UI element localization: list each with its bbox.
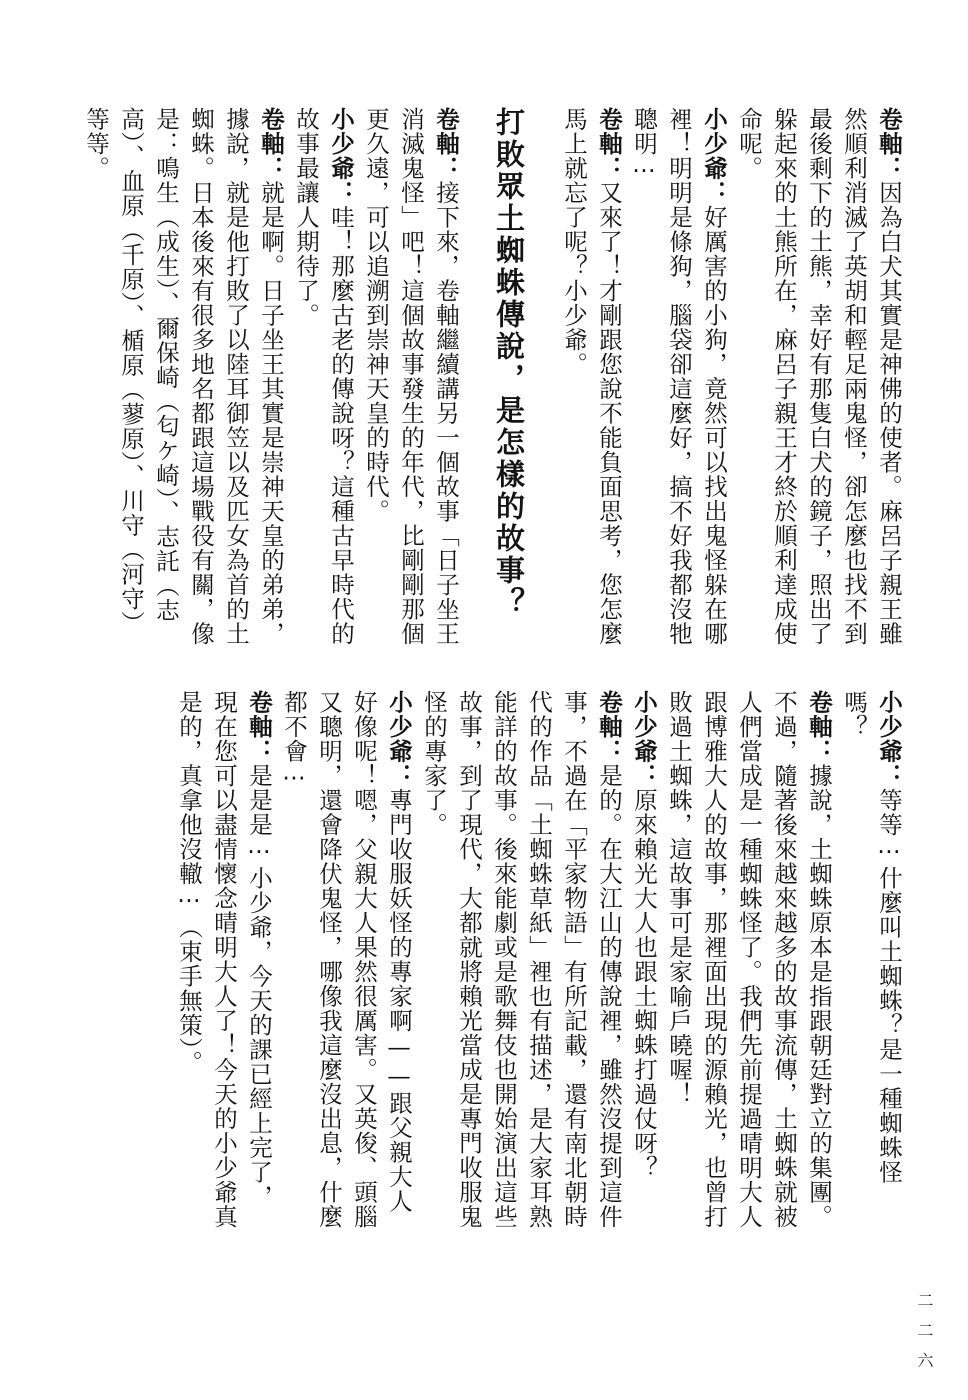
paragraph xyxy=(171,690,276,1230)
speaker-label: 小少爺： xyxy=(327,107,355,205)
paragraph xyxy=(288,107,358,647)
paragraph xyxy=(626,690,661,1230)
paragraph xyxy=(358,107,463,647)
dialogue-text: 因為白犬其實是神佛的使者。麻呂子親王雖然順利消滅了英胡和輕足兩鬼怪，卻怎麼也找不到最後剩下的土熊，幸好有那隻白犬的鏡子，照出了躲起來的土熊所在，麻呂子親王才終於順利達成使命呢。 xyxy=(735,107,903,646)
speaker-label: 小少爺： xyxy=(700,107,728,205)
speaker-label: 卷軸： xyxy=(805,690,833,764)
dialogue-text: 是是是⋯小少爺，今天的課已經上完了，現在您可以盡情懷念晴明大人了！今天的小少爺真是的，真拿他沒轍⋯（束手無策）。 xyxy=(175,690,273,1229)
speaker-label: 小少爺： xyxy=(385,690,413,788)
speaker-label: 卷軸： xyxy=(875,107,903,181)
dialogue-text: 是的。在大江山的傳說裡，雖然沒提到這件事，不過在「平家物語」有所記載，還有南北朝時代的作品「土蜘蛛草紙」裡也有描述，是大家耳熟能詳的故事。後來能劇或是歌舞伎也開始演出這些故事，到了現代，大都就將賴光當成是專門收服鬼怪的專家了。 xyxy=(420,690,623,1229)
speaker-label: 卷軸： xyxy=(245,690,273,764)
dialogue-text: 又來了！才剛跟您說不能負面思考，您怎麼馬上就忘了呢？小少爺。 xyxy=(560,107,623,646)
dialogue-text: 等等⋯什麼叫土蜘蛛？是一種蜘蛛怪嗎？ xyxy=(840,690,903,1185)
dialogue-text: 接下來，卷軸繼續講另一個故事「日子坐王消滅鬼怪」吧！這個故事發生的年代，比剛剛那個更久遠，可以追溯到崇神天皇的時代。 xyxy=(362,107,460,646)
speaker-label: 卷軸： xyxy=(595,690,623,764)
speaker-label: 卷軸： xyxy=(595,107,623,181)
upper-text-block xyxy=(60,107,906,647)
speaker-label: 小少爺： xyxy=(875,690,903,788)
dialogue-text: 據說，土蜘蛛原本是指跟朝廷對立的集團。不過，隨著後來越來越多的故事流傳，土蜘蛛就被人們當成是一種蜘蛛怪了。我們先前提過晴明大人跟博雅大人的故事，那裡面出現的源賴光，也曾打敗過土蜘蛛，這故事可是家喻戶曉喔！ xyxy=(665,690,833,1229)
dialogue-text: 好厲害的小狗，竟然可以找出鬼怪躲在哪裡！明明是條狗，腦袋卻這麼好，搞不好我都沒牠聰明⋯ xyxy=(630,107,728,646)
dialogue-text: 哇！那麼古老的傳說呀？這種古早時代的故事最讓人期待了。 xyxy=(292,107,355,646)
paragraph xyxy=(556,107,626,647)
page-number: 二二六 xyxy=(915,1292,934,1382)
paragraph xyxy=(78,107,288,647)
paragraph xyxy=(731,107,906,647)
speaker-label: 卷軸： xyxy=(432,107,460,181)
speaker-label: 卷軸： xyxy=(257,107,285,181)
paragraph xyxy=(416,690,626,1230)
dialogue-text: 專門收服妖怪的專家啊——跟父親大人好像呢！嗯，父親大人果然很厲害。又英俊、頭腦又聰明，還會降伏鬼怪，哪像我這麼沒出息，什麼都不會⋯ xyxy=(280,690,413,1229)
paragraph xyxy=(276,690,416,1230)
dialogue-text: 原來賴光大人也跟土蜘蛛打過仗呀？ xyxy=(630,788,658,1180)
paragraph xyxy=(661,690,836,1230)
paragraph xyxy=(626,107,731,647)
section-heading: 打敗眾土蜘蛛傳說，是怎樣的故事？ xyxy=(492,107,526,619)
paragraph xyxy=(836,690,906,1230)
dialogue-text: 就是啊。日子坐王其實是崇神天皇的弟弟，據說，就是他打敗了以陸耳御笠以及匹女為首的土蜘蛛。日本後來有很多地名都跟這場戰役有關，像是：鳴生（成生）、爾保崎（匂ケ崎）、志託（志高）、血原（千原）、楯原（蓼原）、川守（河守）等等。 xyxy=(82,107,285,646)
speaker-label: 小少爺： xyxy=(630,690,658,788)
lower-text-block xyxy=(166,690,906,1230)
